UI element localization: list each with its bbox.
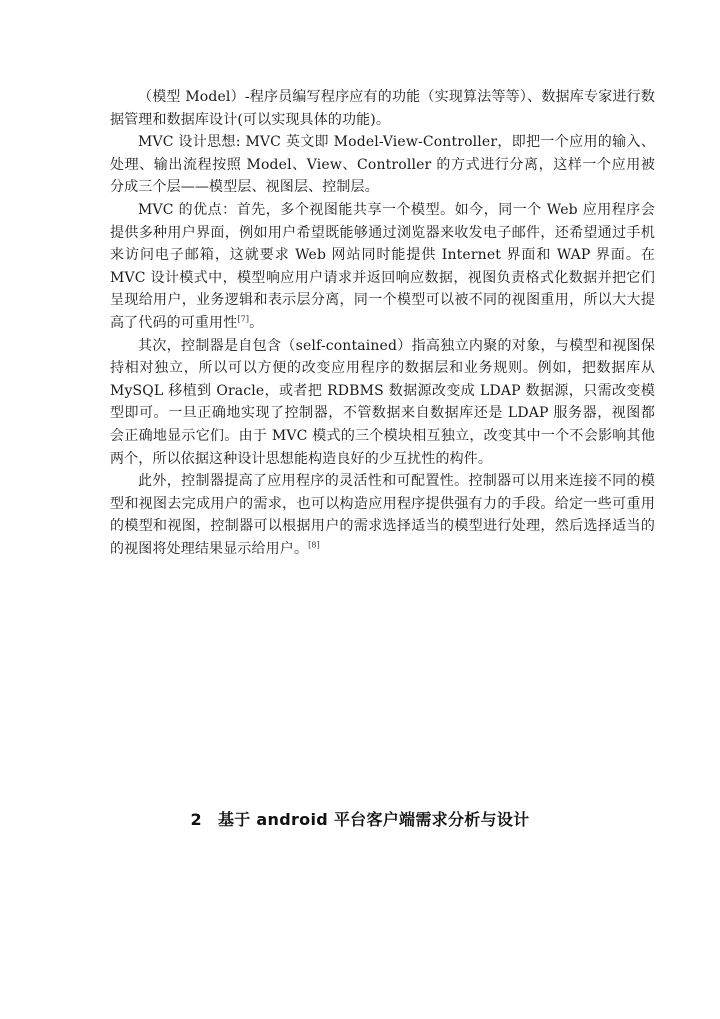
section-number: 2 <box>190 810 202 829</box>
paragraph-text: （模型 Model）-程序员编写程序应有的功能（实现算法等等）、数据库专家进行数据管理和数据库设计(可以实现具体的功能)。 <box>110 89 655 128</box>
paragraph-text: MVC 设计思想: MVC 英文即 Model-View-Controller，即把一个应用的输入、处理、输出流程按照 Model、View、Controller 的方式进行分离，这样一个应用被分成三个层——模型层、视图层、控制层。 <box>110 134 655 196</box>
paragraph-mvc-advantages <box>110 199 655 335</box>
body-text <box>110 86 655 560</box>
paragraph-text: 此外，控制器提高了应用程序的灵活性和可配置性。控制器可以用来连接不同的模型和视图去完成用户的需求，也可以构造应用程序提供强有力的手段。给定一些可重用的模型和视图，控制器可以根据用户的需求选择适当的模型进行处理，然后选择适当的的视图将处理结果显示给用户。 <box>110 473 655 557</box>
citation-7: [7] <box>237 314 250 324</box>
citation-8: [8] <box>308 540 320 550</box>
paragraph-text: 其次，控制器是自包含（self-contained）指高独立内聚的对象，与模型和视图保持相对独立，所以可以方便的改变应用程序的数据层和业务规则。例如，把数据库从 MySQL 移植到 Oracle，或者把 RDBMS 数据源改变成 LDAP 数据源，只需改变模型即可。一旦正确地实现了控制器，不管数据来自数据库还是 LDAP 服务器，视图都会正确地显示它们。由于 MVC 模式的三个模块相互独立，改变其中一个不会影响其他两个，所以依据这种设计思想能构造良好的少互扰性的构件。 <box>110 337 655 467</box>
paragraph-tail: 。 <box>249 314 264 331</box>
paragraph-controller-flexibility <box>110 470 655 560</box>
section-title: 基于 android 平台客户端需求分析与设计 <box>217 810 530 829</box>
paragraph-controller-independence <box>110 335 655 471</box>
paragraph-text: MVC 的优点：首先，多个视图能共享一个模型。如今，同一个 Web 应用程序会提供多种用户界面，例如用户希望既能够通过浏览器来收发电子邮件，还希望通过手机来访问电子邮箱，这就要求 Web 网站同时能提供 Internet 界面和 WAP 界面。在 MVC 设计模式中，模型响应用户请求并返回响应数据，视图负责格式化数据并把它们呈现给用户，业务逻辑和表示层分离，同一个模型可以被不同的视图重用，所以大大提高了代码的可重用性 <box>110 201 655 331</box>
section-heading <box>0 807 720 830</box>
paragraph-model-definition <box>110 86 655 131</box>
paragraph-mvc-concept <box>110 131 655 199</box>
